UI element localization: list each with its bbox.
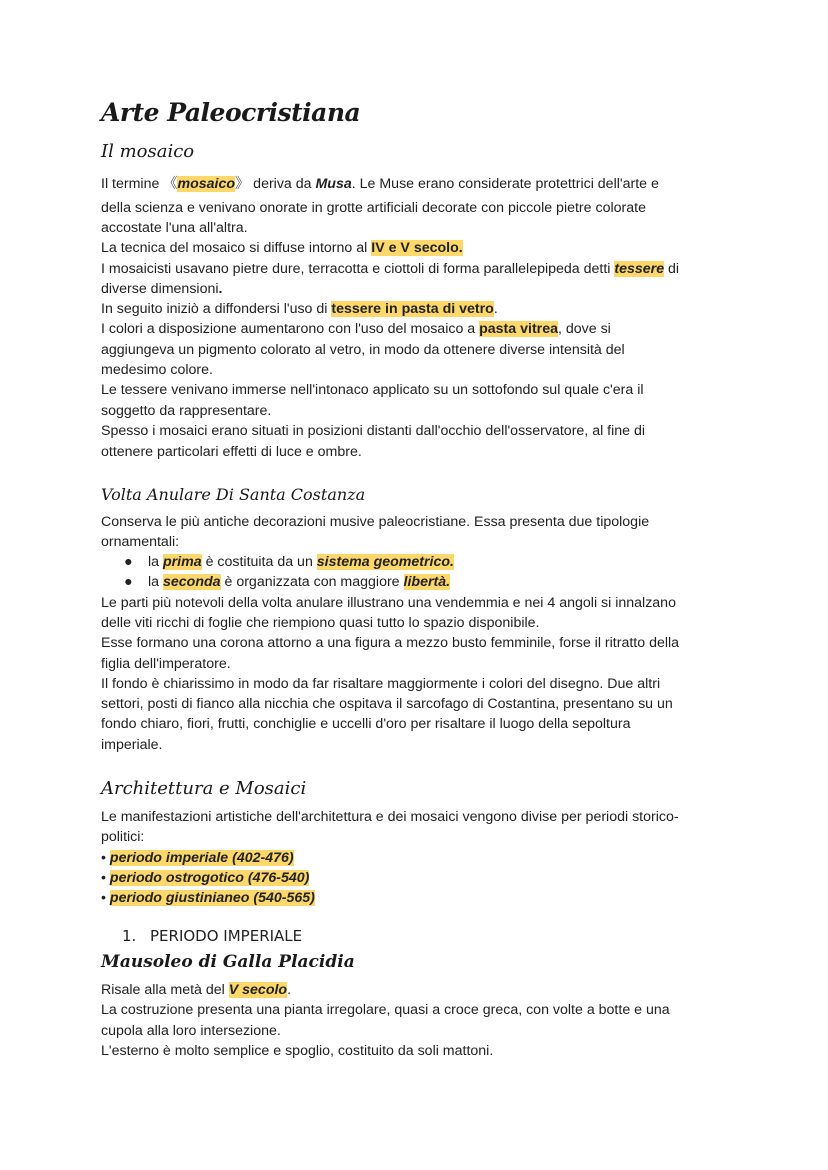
paragraph-line: fondo chiaro, fiori, frutti, conchiglie e uccelli d'oro per risaltare il luogo della sepoltura — [101, 716, 631, 732]
text-run: diverse dimensioni — [101, 281, 219, 297]
highlight-mosaico: mosaico — [177, 176, 236, 192]
list-item — [101, 888, 741, 908]
text-run: è costituita da un — [201, 554, 317, 570]
paragraph-line: L'esterno è molto semplice e spoglio, costituito da soli mattoni. — [101, 1043, 494, 1059]
highlight-periodo-giustinianeo: periodo giustinianeo (540-565) — [109, 890, 315, 906]
text-run: la — [148, 554, 163, 570]
paragraph-line: politici: — [101, 829, 145, 845]
bullet-icon: ● — [124, 554, 133, 570]
text-run: di — [664, 261, 680, 277]
paragraph-line: La costruzione presenta una pianta irregolare, quasi a croce greca, con volte a botte e una — [101, 1002, 670, 1018]
text-run: Il termine 《 — [101, 176, 178, 192]
bullet-icon: • — [101, 890, 110, 906]
section-heading-mosaico: Il mosaico — [101, 141, 195, 162]
paragraph-line: Conserva le più antiche decorazioni musive paleocristiane. Essa presenta due tipologie — [101, 514, 650, 530]
list-item — [101, 868, 741, 888]
section-heading-volta: Volta Anulare Di Santa Costanza — [101, 485, 366, 504]
paragraph-line — [101, 980, 741, 1000]
paragraph-line: Esse formano una corona attorno a una figura a mezzo busto femminile, forse il ritratto della — [101, 635, 680, 651]
bullet-icon: • — [101, 870, 110, 886]
paragraph-line — [101, 259, 741, 279]
text-run: . Le Muse erano considerate protettrici dell'arte e — [351, 176, 659, 192]
bullet-icon: ● — [124, 574, 133, 590]
page-title: Arte Paleocristiana — [101, 98, 361, 127]
emphasis-musa: Musa — [315, 176, 352, 192]
text-run: , dove si — [557, 321, 611, 337]
paragraph-line: aggiungeva un pigmento colorato al vetro, in modo da ottenere diverse intensità del — [101, 342, 625, 358]
list-item — [124, 552, 454, 572]
highlight-secolo: IV e V secolo. — [371, 240, 463, 256]
list-item — [101, 848, 741, 868]
text-run: 》 deriva da — [235, 176, 316, 192]
text-run: I mosaicisti usavano pietre dure, terracotta e ciottoli di forma parallelepipeda detti — [101, 261, 615, 277]
paragraph-line: delle viti ricchi di foglie che riempiono quasi tutto lo spazio disponibile. — [101, 615, 540, 631]
paragraph-line: imperiale. — [101, 737, 163, 753]
paragraph-line — [101, 279, 741, 299]
numbered-heading-label: PERIODO IMPERIALE — [150, 927, 303, 945]
text-run: La tecnica del mosaico si diffuse intorno al — [101, 240, 372, 256]
numbered-heading — [122, 927, 302, 945]
highlight-pasta-vitrea: pasta vitrea — [479, 321, 558, 337]
paragraph-line: Il fondo è chiarissimo in modo da far risaltare maggiormente i colori del disegno. Due altri — [101, 676, 661, 692]
paragraph-line: figlia dell'imperatore. — [101, 656, 231, 672]
highlight-liberta: libertà. — [403, 574, 451, 590]
paragraph-line: settori, posti di fianco alla nicchia che ospitava il sarcofago di Costantina, presentano su un — [101, 696, 673, 712]
list-number: 1. — [122, 927, 137, 945]
paragraph-line: Le manifestazioni artistiche dell'architettura e dei mosaici vengono divise per periodi storico- — [101, 809, 679, 825]
text-run: . — [218, 281, 223, 297]
highlight-v-secolo: V secolo — [228, 982, 288, 998]
section-heading-galla: Mausoleo di Galla Placidia — [101, 952, 355, 972]
paragraph-line: Le tessere venivano immerse nell'intonaco applicato su un sottofondo sul quale c'era il — [101, 382, 644, 398]
text-run: I colori a disposizione aumentarono con l'uso del mosaico a — [101, 321, 480, 337]
paragraph-line — [101, 174, 741, 194]
highlight-tessere-vetro: tessere in pasta di vetro — [331, 301, 494, 317]
paragraph-line: medesimo colore. — [101, 362, 213, 378]
section-heading-architettura: Architettura e Mosaici — [101, 778, 307, 799]
text-run: è organizzata con maggiore — [220, 574, 404, 590]
paragraph-line: ornamentali: — [101, 534, 180, 550]
paragraph-line — [101, 238, 741, 258]
paragraph-line: Le parti più notevoli della volta anulare illustrano una vendemmia e nei 4 angoli si innalzano — [101, 595, 676, 611]
paragraph-line: della scienza e venivano onorate in grotte artificiali decorate con piccole pietre colorate — [101, 200, 646, 216]
highlight-prima: prima — [162, 554, 202, 570]
paragraph-line: soggetto da rappresentare. — [101, 403, 272, 419]
paragraph-line: Spesso i mosaici erano situati in posizioni distanti dall'occhio dell'osservatore, al fine di — [101, 423, 646, 439]
paragraph-line: ottenere particolari effetti di luce e ombre. — [101, 444, 362, 460]
text-run: la — [148, 574, 163, 590]
text-run: . — [493, 301, 498, 317]
highlight-sistema-geometrico: sistema geometrico. — [316, 554, 454, 570]
highlight-tessere: tessere — [614, 261, 665, 277]
paragraph-line: accostate l'una all'altra. — [101, 220, 248, 236]
list-item — [124, 572, 450, 592]
text-run: . — [287, 982, 292, 998]
text-run: In seguito iniziò a diffondersi l'uso di — [101, 301, 332, 317]
highlight-seconda: seconda — [162, 574, 221, 590]
highlight-periodo-ostrogotico: periodo ostrogotico (476-540) — [109, 870, 310, 886]
text-run: Risale alla metà del — [101, 982, 229, 998]
paragraph-line — [101, 319, 741, 339]
highlight-periodo-imperiale: periodo imperiale (402-476) — [109, 850, 294, 866]
bullet-icon: • — [101, 850, 110, 866]
paragraph-line — [101, 299, 741, 319]
paragraph-line: cupola alla loro intersezione. — [101, 1023, 281, 1039]
